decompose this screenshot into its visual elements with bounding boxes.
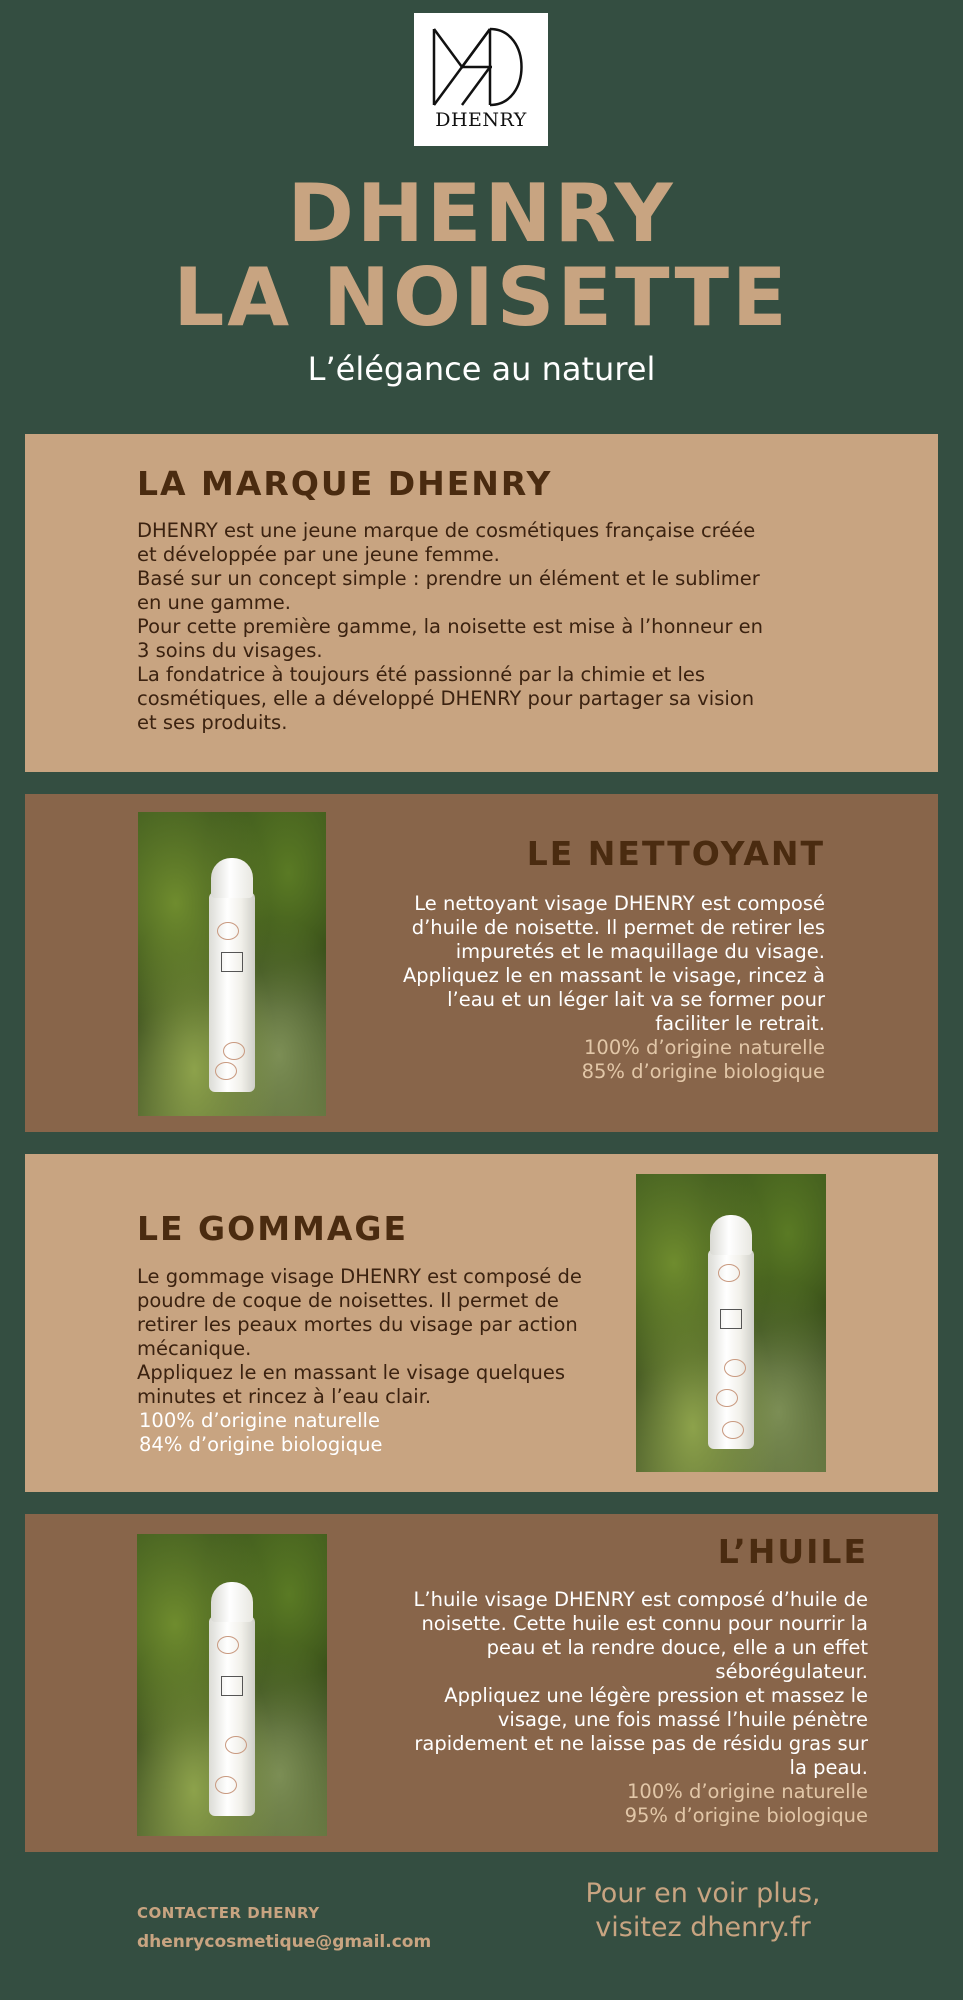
cleanser-section [25, 794, 938, 1132]
dhenry-logo-icon [432, 27, 530, 107]
scrub-stat-natural: 100% d’origine naturelle [139, 1409, 380, 1432]
website-cta[interactable]: Pour en voir plus, visitez dhenry.fr [585, 1878, 821, 1943]
scrub-bottle [708, 1249, 754, 1449]
contact-label: CONTACTER DHENRY [137, 1904, 320, 1922]
hero-title-line1: DHENRY [287, 167, 676, 260]
oil-stat-natural: 100% d’origine naturelle [627, 1780, 868, 1803]
scrub-photo [636, 1174, 826, 1472]
oil-heading: L’HUILE [717, 1532, 868, 1571]
scrub-body: Le gommage visage DHENRY est composé de poudre de coque de noisettes. Il permet de retirer les peaux mortes du visage par action mécanique. Appliquez le en massant le visage quelques minutes et rincez à l’eau clair. [137, 1265, 582, 1408]
oil-bottle [209, 1616, 255, 1816]
scrub-heading: LE GOMMAGE [137, 1209, 409, 1248]
scrub-stat-organic: 84% d’origine biologique [139, 1433, 383, 1456]
oil-section [25, 1514, 938, 1852]
brand-logo [414, 13, 548, 146]
cleanser-stat-organic: 85% d’origine biologique [581, 1060, 825, 1083]
contact-email-link[interactable]: dhenrycosmetique@gmail.com [137, 1932, 432, 1952]
logo-wordmark: DHENRY [435, 109, 527, 131]
hero-title-line2: LA NOISETTE [173, 251, 790, 344]
cleanser-stat-natural: 100% d’origine naturelle [584, 1036, 825, 1059]
oil-photo [137, 1534, 327, 1836]
scrub-section [25, 1154, 938, 1492]
cleanser-heading: LE NETTOYANT [526, 834, 825, 873]
oil-body: L’huile visage DHENRY est composé d’huile de noisette. Cette huile est connu pour nourrir la peau et la rendre douce, elle a un effet séborégulateur. Appliquez une légère pression et massez le visage, une fois massé l’huile pénètre rapidement et ne laisse pas de résidu gras sur la peau. [413, 1588, 868, 1779]
cleanser-photo [138, 812, 326, 1116]
brand-body: DHENRY est une jeune marque de cosmétiques française créée et développée par une jeune femme. Basé sur un concept simple : prendre un élément et le sublimer en une gamme. Pour cette première gamme, la noisette est mise à l’honneur en 3 soins du visages. La fondatrice à toujours été passionné par la chimie et les cosmétiques, elle a développé DHENRY pour partager sa vision et ses produits. [137, 519, 764, 734]
oil-stat-organic: 95% d’origine biologique [624, 1804, 868, 1827]
cleanser-bottle [209, 892, 255, 1092]
cleanser-body: Le nettoyant visage DHENRY est composé d’huile de noisette. Il permet de retirer les impuretés et le maquillage du visage. Appliquez le en massant le visage, rincez à l’eau et un léger lait va se former pour faciliter le retrait. [402, 892, 825, 1035]
hero-subtitle: L’élégance au naturel [307, 350, 656, 388]
brand-section [25, 434, 938, 772]
brand-heading: LA MARQUE DHENRY [137, 464, 553, 503]
